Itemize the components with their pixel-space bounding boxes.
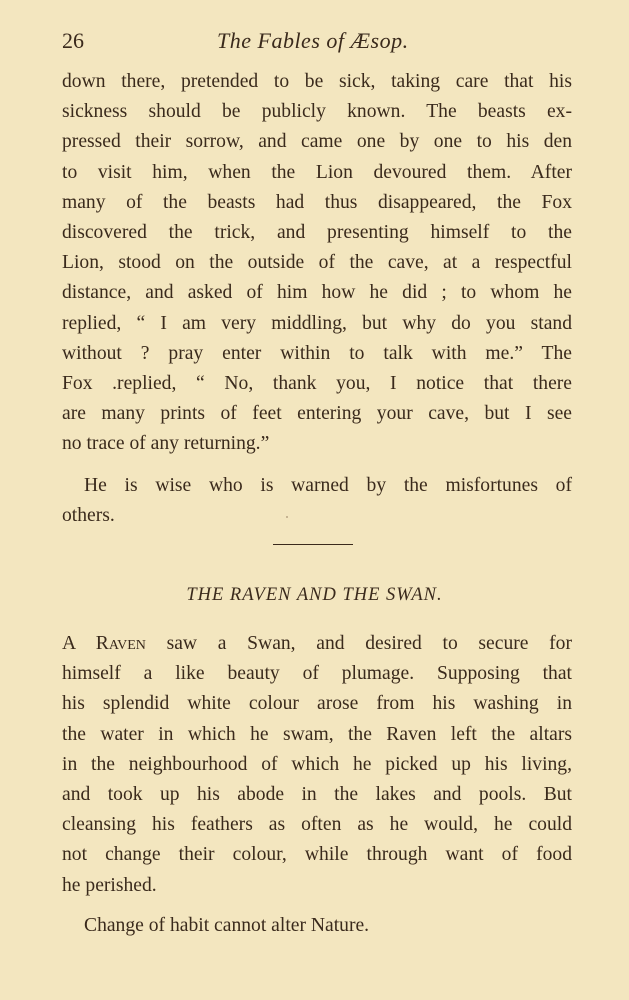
text-line: Fox .replied, “ No, thank you, I notice that there <box>62 373 572 395</box>
text-line: others. <box>62 505 115 526</box>
text-line: to visit him, when the Lion devoured them. After <box>62 161 572 183</box>
text-line: in the neighbourhood of which he picked up his living, <box>62 753 572 775</box>
running-title: The Fables of Æsop. <box>217 28 409 53</box>
moral-fox-and-lion <box>84 471 572 501</box>
text-line-first <box>62 629 572 659</box>
text-line: Lion, stood on the outside of the cave, at a respectful <box>62 252 572 274</box>
text-line: himself a like beauty of plumage. Supposing that <box>62 663 572 685</box>
first-line-start: A <box>62 633 96 654</box>
text-line: no trace of any returning.” <box>62 433 270 455</box>
text-line: the water in which he swam, the Raven left the altars <box>62 723 572 745</box>
text-line: distance, and asked of him how he did ; to whom he <box>62 282 572 304</box>
page-header <box>62 28 572 58</box>
text-line: are many prints of feet entering your cave, but I see <box>62 403 572 425</box>
page-number: 26 <box>62 28 84 53</box>
text-line: and took up his abode in the lakes and pools. But <box>62 784 572 806</box>
fable-raven-and-swan-paragraph <box>62 629 572 901</box>
text-line: without ? pray enter within to talk with me.” The <box>62 342 572 364</box>
text-line: sickness should be publicly known. The beasts ex- <box>62 101 572 123</box>
text-line: down there, pretended to be sick, taking care that his <box>62 71 572 92</box>
text-line: replied, “ I am very middling, but why do you stand <box>62 312 572 334</box>
text-line: discovered the trick, and presenting himself to the <box>62 222 572 244</box>
section-divider-rule <box>273 544 353 545</box>
text-line: not change their colour, while through want of food <box>62 844 572 866</box>
opening-word: Raven <box>95 633 146 654</box>
paper-speck <box>286 516 288 518</box>
text-line: his splendid white colour arose from his washing in <box>62 693 572 715</box>
moral-fox-and-lion-end <box>62 501 572 531</box>
text-line: He is wise who is warned by the misfortunes of <box>84 475 572 496</box>
moral-raven-and-swan: Change of habit cannot alter Nature. <box>84 915 370 936</box>
text-line: cleansing his feathers as often as he would, he could <box>62 814 572 836</box>
text-line: pressed their sorrow, and came one by one to his den <box>62 131 572 153</box>
fable-title: THE RAVEN AND THE SWAN. <box>186 585 443 605</box>
first-line-rest: saw a Swan, and desired to secure for <box>145 633 573 654</box>
text-line: many of the beasts had thus disappeared, the Fox <box>62 191 572 213</box>
text-line: he perished. <box>62 874 157 896</box>
fable-continuation-paragraph <box>62 67 572 460</box>
